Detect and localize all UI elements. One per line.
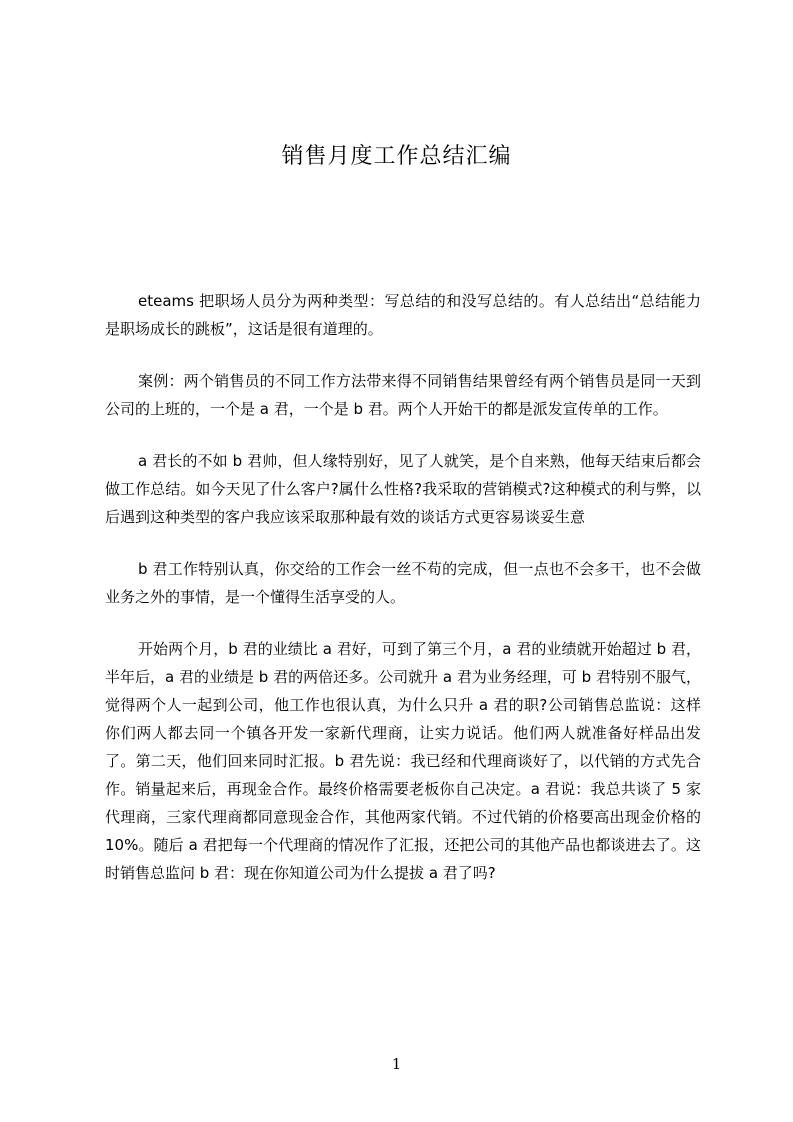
paragraph-story: 开始两个月，b 君的业绩比 a 君好，可到了第三个月，a 君的业绩就开始超过 b 君，半年后，a 君的业绩是 b 君的两倍还多。公司就升 a 君为业务经理，可 b 君特别不服气，觉得两个人一起到公司，他工作也很认真，为什么只升 a 君的职?公司销售总监说：这样你们两人都去同一个镇各开发一家新代理商，让实力说话。他们两人就准备好样品出发了。第二天，他们回来同时汇报。b 君先说：我已经和代理商谈好了，以代销的方式先合作。销量起来后，再现金合作。最终价格需要老板你自己决定。a 君说：我总共谈了 5 家代理商，三家代理商都同意现金合作，其他两家代销。不过代销的价格要高出现金价格的 10%。随后 a 君把每一个代理商的情况作了汇报，还把公司的其他产品也都谈进去了。这时销售总监问 b 君：现在你知道公司为什么提拔 a 君了吗? [105,640,701,882]
paragraph-intro: eteams 把职场人员分为两种类型：写总结的和没写总结的。有人总结出“总结能力是职场成长的跳板”，这话是很有道理的。 [105,292,701,338]
document-body [105,287,701,911]
paragraph-case: 案例：两个销售员的不同工作方法带来得不同销售结果曾经有两个销售员是同一天到公司的上班的，一个是 a 君，一个是 b 君。两个人开始干的都是派发宣传单的工作。 [105,372,701,418]
document-title: 销售月度工作总结汇编 [281,144,512,169]
paragraph-b-jun: b 君工作特别认真，你交给的工作会一丝不苟的完成，但一点也不会多干，也不会做业务之外的事情，是一个懂得生活享受的人。 [105,560,701,606]
paragraph-a-jun: a 君长的不如 b 君帅，但人缘特别好，见了人就笑，是个自来熟，他每天结束后都会做工作总结。如今天见了什么客户?属什么性格?我采取的营销模式?这种模式的利与弊，以后遇到这种类型的客户我应该采取那种最有效的谈话方式更容易谈妥生意 [105,452,701,526]
page-number: 1 [391,1055,402,1073]
